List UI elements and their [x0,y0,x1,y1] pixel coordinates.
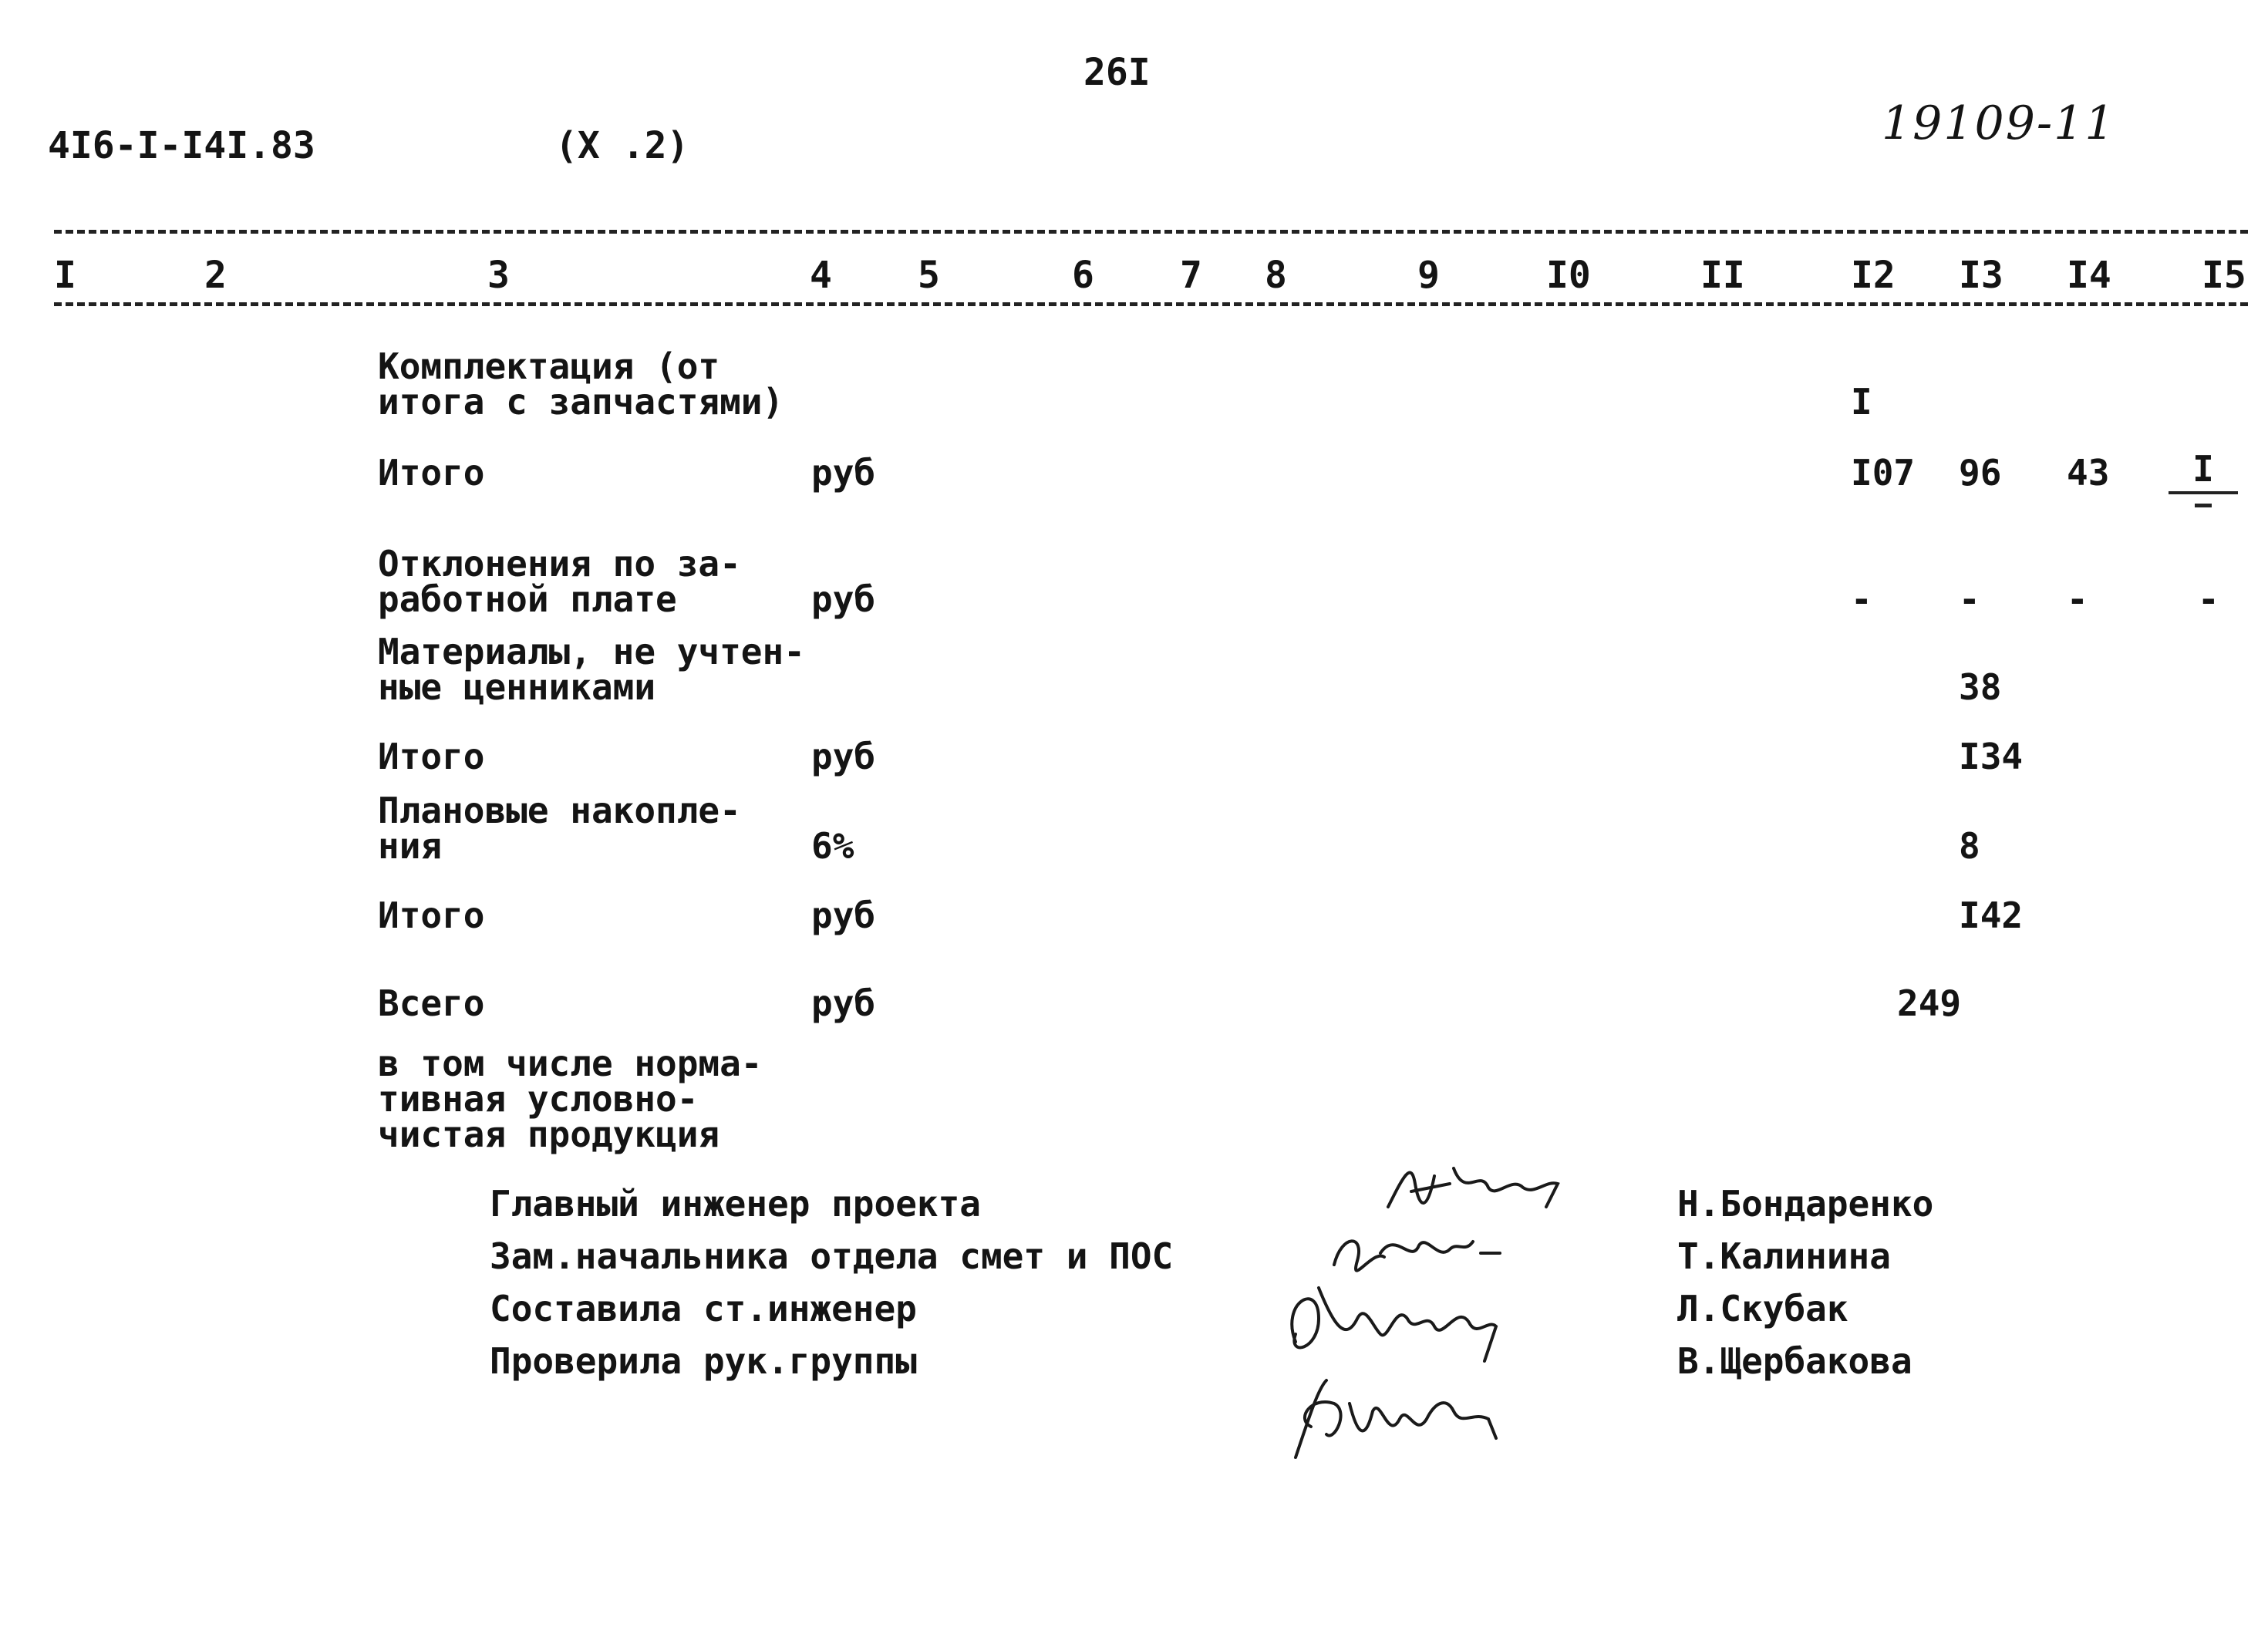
row-unit-grand-total: руб [811,982,876,1024]
row-wage-deviation-col12: - [1851,578,1872,620]
column-header-6: 6 [1072,254,1094,297]
fraction-denominator-dash [2195,504,2212,507]
column-header-7: 7 [1180,254,1202,297]
row-subtotal-3-col13: I42 [1959,895,2024,936]
row-label-planned-savings: Плановые накопле- ния [378,790,741,867]
row-wage-deviation-col13: - [1959,578,1980,620]
signature-name-bondarenko: Н.Бондаренко [1677,1183,1934,1225]
row-subtotal-2-col13: I34 [1959,736,2024,777]
row-label-equipment: Комплектация (от итога с запчастями) [378,345,784,423]
col15-value: I [2192,448,2214,490]
row-subtotal-1-col15 [2169,448,2238,507]
column-header-11: II [1700,254,1745,297]
handwritten-signature-1 [1380,1153,1581,1222]
row-subtotal-1-col14: 43 [2067,452,2110,494]
column-header-4: 4 [810,254,832,297]
row-label-subtotal-3: Итого [378,895,485,936]
row-unit-planned-savings: 6% [811,825,854,867]
fraction-bar [2169,491,2238,494]
column-header-15: I5 [2202,254,2246,297]
document-code: 4I6-I-I4I.83 [48,124,315,167]
row-equipment-col12: I [1851,381,1872,423]
column-header-14: I4 [2067,254,2111,297]
signature-role-compiled-by: Составила ст.инженер [490,1288,917,1329]
section-number: (X .2) [555,124,689,167]
column-header-3: 3 [487,254,510,297]
page-number: 26I [1083,51,1151,94]
signature-role-checked-by: Проверила рук.группы [490,1340,917,1382]
row-label-wage-deviation: Отклонения по за- работной плате [378,543,741,620]
row-wage-deviation-col15: - [2198,578,2219,620]
column-header-1: I [54,254,76,297]
column-header-9: 9 [1417,254,1440,297]
row-wage-deviation-col14: - [2067,578,2088,620]
row-materials-col13: 38 [1959,666,2002,708]
column-header-8: 8 [1265,254,1287,297]
column-header-13: I3 [1959,254,2003,297]
column-header-5: 5 [918,254,940,297]
signature-name-kalinina: Т.Калинина [1677,1235,1891,1277]
row-label-subtotal-1: Итого [378,452,485,494]
row-label-net-product: в том числе норма- тивная условно- чистая продукция [378,1043,763,1155]
row-unit-subtotal-3: руб [811,895,876,936]
signature-name-shcherbakova: В.Щербакова [1677,1340,1912,1382]
handwritten-code: 19109-11 [1882,96,2116,150]
column-header-12: I2 [1851,254,1896,297]
signature-name-skubak: Л.Скубак [1677,1288,1848,1329]
row-label-materials: Материалы, не учтен- ные ценниками [378,631,805,708]
row-planned-savings-col13: 8 [1959,825,1980,867]
row-label-grand-total: Всего [378,982,485,1024]
signature-role-deputy-head: Зам.начальника отдела смет и ПОС [490,1235,1174,1277]
row-label-subtotal-2: Итого [378,736,485,777]
header-bottom-rule [54,302,2248,306]
handwritten-signature-4 [1280,1365,1527,1473]
row-subtotal-1-col13: 96 [1959,452,2002,494]
handwritten-signature-3 [1272,1272,1527,1373]
signature-role-chief-engineer: Главный инженер проекта [490,1183,981,1225]
row-subtotal-1-col12: I07 [1851,452,1916,494]
row-unit-subtotal-2: руб [811,736,876,777]
column-header-10: I0 [1546,254,1591,297]
row-unit-wage-deviation: руб [811,578,876,620]
column-header-2: 2 [204,254,227,297]
row-unit-subtotal-1: руб [811,452,876,494]
handwritten-signature-2 [1326,1218,1527,1280]
header-top-rule [54,230,2248,234]
row-grand-total-value: 249 [1897,982,1962,1024]
